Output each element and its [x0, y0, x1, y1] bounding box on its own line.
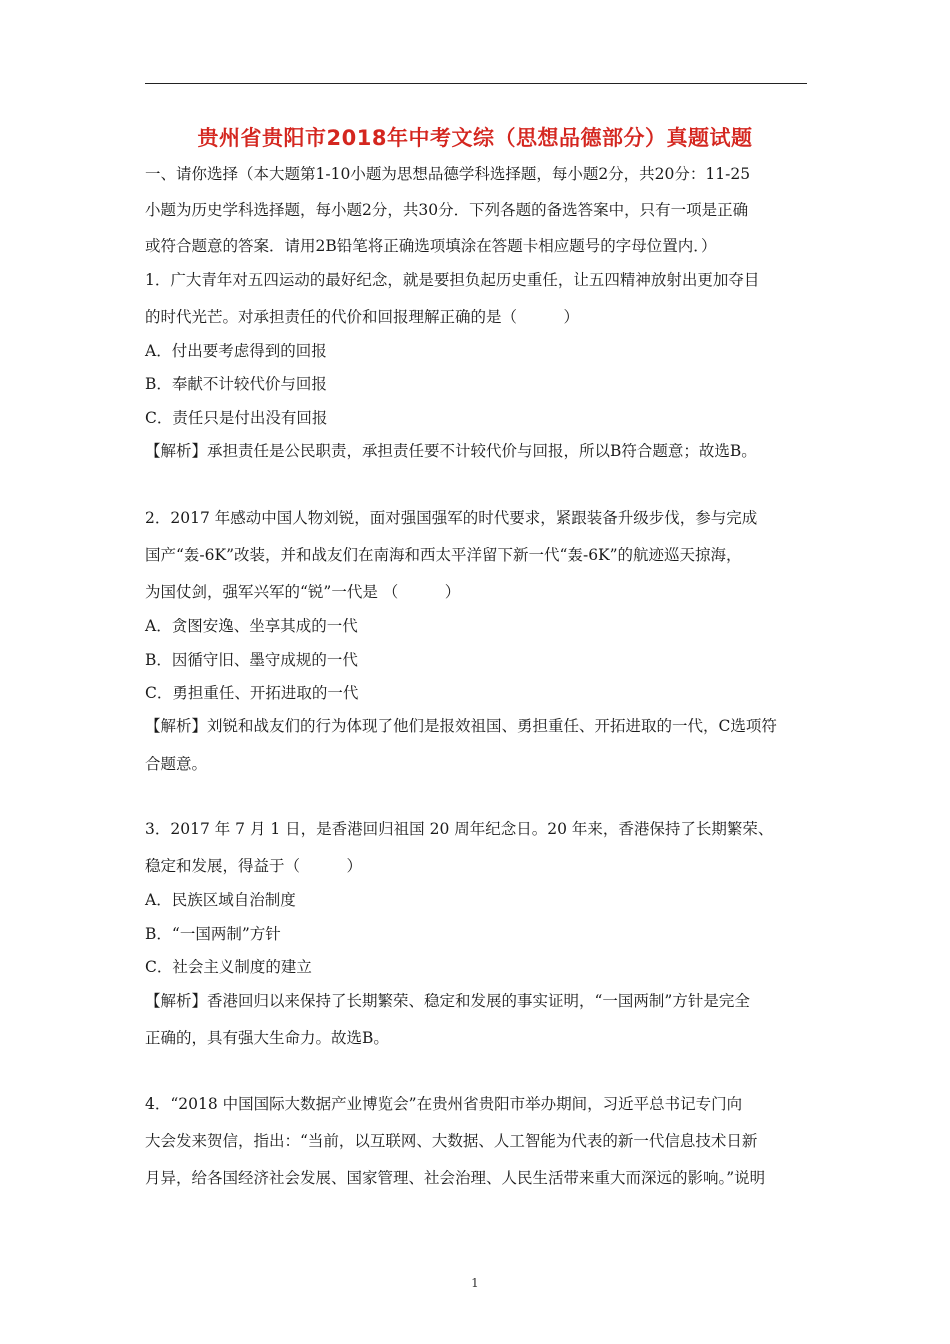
question-1-option-a: A．付出要考虑得到的回报: [145, 342, 327, 360]
question-3-stem: 3．2017 年 7 月 1 日，是香港回归祖国 20 周年纪念日。20 年来，香港保持了长期繁荣、: [145, 820, 774, 838]
question-2-stem: 国产“轰-6K”改装，并和战友们在南海和西太平洋留下新一代“轰-6K”的航迹巡天掠海，: [145, 546, 742, 564]
intro-line: 或符合题意的答案．请用2B铅笔将正确选项填涂在答题卡相应题号的字母位置内．）: [145, 237, 717, 255]
question-3-analysis: 【解析】香港回归以来保持了长期繁荣、稳定和发展的事实证明，“一国两制”方针是完全: [145, 992, 750, 1010]
question-2-option-b: B．因循守旧、墨守成规的一代: [145, 651, 358, 669]
question-2-stem: 为国仗剑，强军兴军的“锐”一代是 （ ）: [145, 583, 461, 601]
question-2-option-c: C．勇担重任、开拓进取的一代: [145, 684, 359, 702]
question-2-option-a: A．贪图安逸、坐享其成的一代: [145, 617, 358, 635]
question-2-analysis: 【解析】刘锐和战友们的行为体现了他们是报效祖国、勇担重任、开拓进取的一代，C选项符: [145, 717, 777, 735]
question-2-analysis: 合题意。: [145, 755, 208, 773]
question-3-option-a: A．民族区域自治制度: [145, 891, 296, 909]
question-1-analysis: 【解析】承担责任是公民职责，承担责任要不计较代价与回报，所以B符合题意；故选B。: [145, 442, 757, 460]
header-rule: [145, 83, 807, 84]
question-1-option-c: C．责任只是付出没有回报: [145, 409, 328, 427]
question-3-option-b: B．“一国两制”方针: [145, 925, 281, 943]
question-1-stem: 1．广大青年对五四运动的最好纪念，就是要担负起历史重任，让五四精神放射出更加夺目: [145, 271, 760, 289]
question-1-option-b: B．奉献不计较代价与回报: [145, 375, 327, 393]
question-3-option-c: C．社会主义制度的建立: [145, 958, 312, 976]
intro-line: 一、请你选择（本大题第1-10小题为思想品德学科选择题，每小题2分，共20分：11-25: [145, 165, 751, 183]
question-1-stem: 的时代光芒。对承担责任的代价和回报理解正确的是（ ）: [145, 308, 580, 326]
intro-line: 小题为历史学科选择题，每小题2分，共30分．下列各题的备选答案中，只有一项是正确: [145, 201, 749, 219]
question-4-stem: 4．“2018 中国国际大数据产业博览会”在贵州省贵阳市举办期间，习近平总书记专门向: [145, 1095, 743, 1113]
page-number: 1: [471, 1276, 479, 1290]
question-2-stem: 2．2017 年感动中国人物刘锐，面对强国强军的时代要求，紧跟装备升级步伐，参与完成: [145, 509, 758, 527]
question-4-stem: 大会发来贺信，指出：“当前，以互联网、大数据、人工智能为代表的新一代信息技术日新: [145, 1132, 758, 1150]
question-4-stem: 月异，给各国经济社会发展、国家管理、社会治理、人民生活带来重大而深远的影响。”说明: [145, 1169, 766, 1187]
page-title: 贵州省贵阳市2018年中考文综（思想品德部分）真题试题: [197, 126, 753, 150]
question-3-stem: 稳定和发展，得益于（ ）: [145, 857, 363, 875]
question-3-analysis: 正确的，具有强大生命力。故选B。: [145, 1029, 389, 1047]
